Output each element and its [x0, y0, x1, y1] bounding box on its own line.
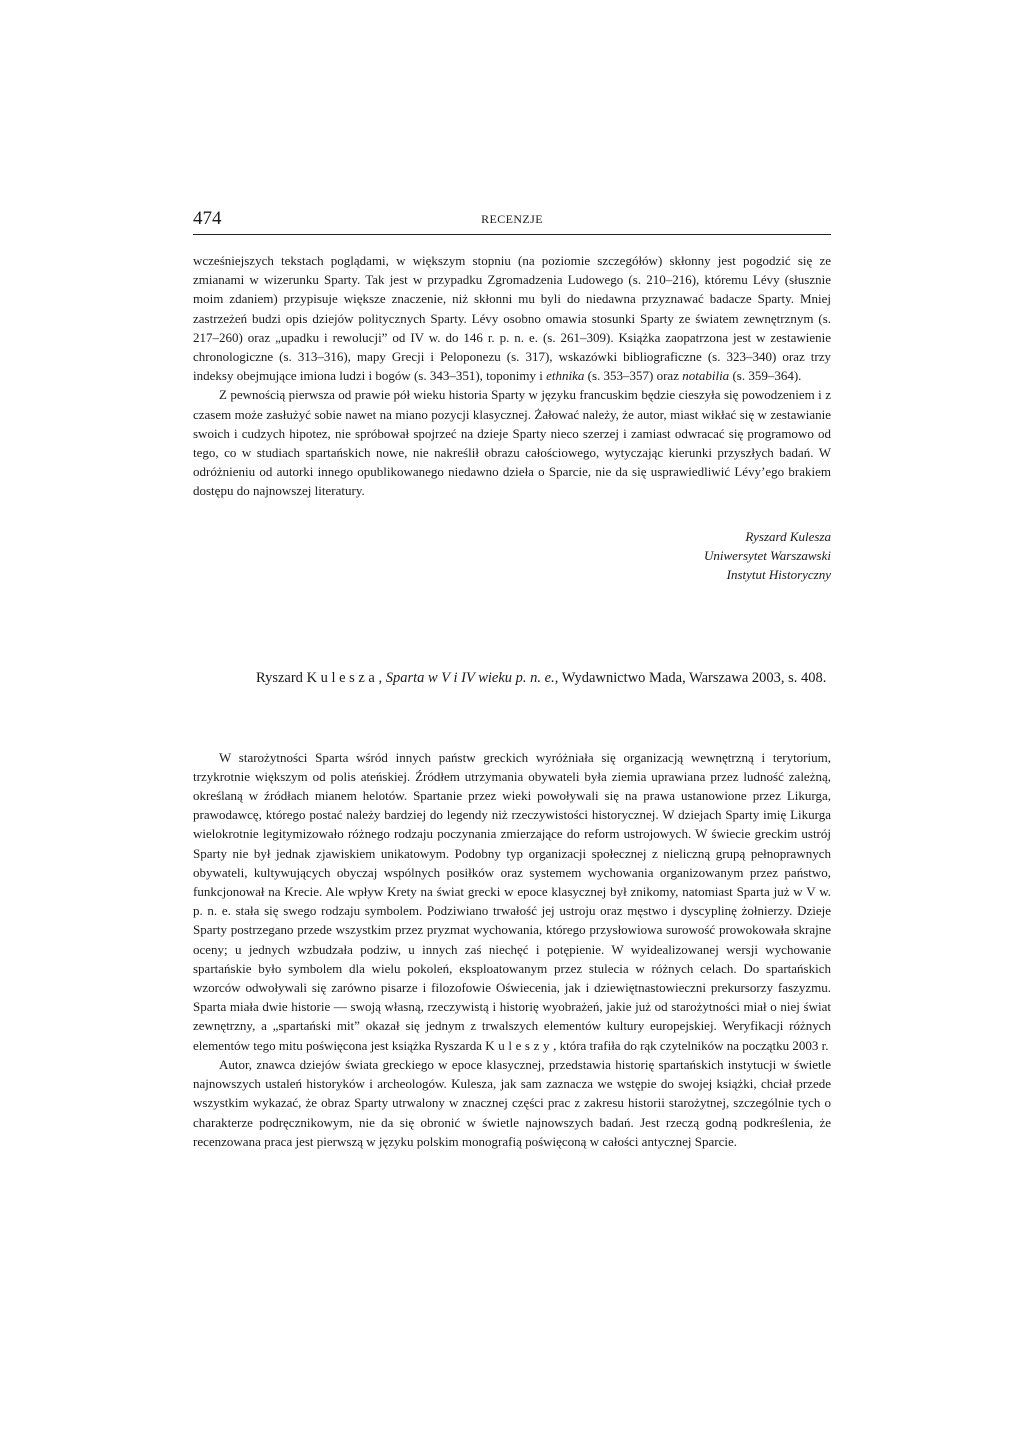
review-paragraph-1 — [193, 748, 831, 1055]
book-title: Sparta w V i IV wieku p. n. e. — [385, 669, 555, 686]
text-run: W starożytności Sparta wśród innych państw greckich wyróżniała się organizacją wewnętrzną i terytorium, trzykrotnie większym od polis ateńskiej. Źródłem utrzymania obywateli była ziemia uprawiana przez ludność zależną, określaną w źródłach mianem helotów. Spartanie przez wieki powoływali się na prawa ustanowione przez Likurga, prawodawcę, którego postać należy bardziej do legendy niż rzeczywistości historycznej. W dziejach Sparty imię Likurga wielokrotnie legitymizowało różnego rodzaju poczynania zmierzające do reform ustrojowych. W świecie greckim ustrój Sparty nie był jednak zjawiskiem unikatowym. Podobny typ organizacji społecznej z nieliczną grupą pełnoprawnych obywateli, kultywujących obyczaj wspólnych posiłków oraz systemem wychowania organizowanym przez państwo, funkcjonował na Krecie. Ale wpływ Krety na świat grecki w epoce klasycznej był znikomy, natomiast Sparta już w V w. p. n. e. stała się swego rodzaju symbolem. Podziwiano trwałość jej ustroju oraz męstwo i dyscyplinę żołnierzy. Dzieje Sparty postrzegano przede wszystkim przez pryzmat wychowania, którego przysłowiowa surowość prowokowała skrajne oceny; u jednych wzbudzała podziw, u innych zaś niechęć i potępienie. W wyidealizowanej wersji wychowanie spartańskie było symbolem dla wielu pokoleń, eksploatowanym przez stulecia w różnych celach. Do spartańskich wzorców odwoływali się zarówno pisarze i filozofowie Oświecenia, jak i dziewiętnastowieczni prekursorzy faszyzmu. Sparta miała dwie historie — swoją własną, rzeczywistą i historię wyobrażeń, jakie już od starożytności miał o niej świat zewnętrzny, a „spartański mit” okazał się jednym z trwalszych elementów kultury europejskiej. Weryfikacji różnych elementów tego mitu poświęcona jest książka Ryszarda — [193, 749, 831, 1053]
text-run: wcześniejszych tekstach poglądami, w większym stopniu (na poziomie szczegółów) skłonny jest pogodzić się ze zmianami w wizerunku Sparty. Tak jest w przypadku Zgromadzenia Ludowego (s. 210–216), któremu Lévy (słusznie moim zdaniem) przypisuje większe znaczenie, niż skłonni mu byli do niedawna przyznawać badacze Sparty. Mniej zastrzeżeń budzi opis dziejów politycznych Sparty. Lévy osobno omawia stosunki Sparty ze światem zewnętrznym (s. 217–260) oraz „upadku i rewolucji” od IV w. do 146 r. p. n. e. (s. 261–309). Książka zaopatrzona jest w zestawienie chronologiczne (s. 313–316), mapy Grecji i Peloponezu (s. 317), wskazówki bibliograficzne (s. 323–340) oraz trzy indeksy obejmujące imiona ludzi i bogów (s. 343–351), toponimy i — [193, 253, 831, 384]
book-author-last: Kulesza — [306, 669, 379, 686]
text-run: , która trafiła do rąk czytelników na początku 2003 r. — [553, 1037, 829, 1053]
book-author-first: Ryszard — [256, 669, 307, 686]
page — [193, 208, 831, 1151]
author-name-spaced: Kuleszy — [485, 1037, 554, 1053]
prev-review-paragraph-1 — [193, 251, 831, 385]
page-number: 474 — [193, 208, 222, 229]
separator: , — [378, 669, 386, 686]
text-run: (s. 353–357) oraz — [584, 368, 683, 384]
reviewer-institute: Instytut Historyczny — [726, 566, 831, 582]
reviewer-university: Uniwersytet Warszawski — [704, 547, 831, 563]
italic-term: ethnika — [546, 368, 585, 384]
text-run: (s. 359–364). — [729, 368, 802, 384]
review-bibliographic-header — [193, 668, 831, 688]
reviewer-signature — [193, 527, 831, 584]
prev-review-paragraph-2: Z pewnością pierwsza od prawie pół wieku historia Sparty w języku francuskim będzie cieszyła się powodzeniem i z czasem może zasłużyć sobie nawet na miano pozycji klasycznej. Żałować należy, że autor, miast wikłać się w zestawianie swoich i cudzych hipotez, nie spróbował spojrzeć na dzieje Sparty nieco szerzej i zamiast odwracać się programowo od tego, co w studiach spartańskich nowe, nie nakreślił obrazu całościowego, wytyczając kierunki przyszłych badań. W odróżnieniu od autorki innego opublikowanego niedawno dzieła o Sparcie, nie da się usprawiedliwić Lévy’ego brakiem dostępu do najnowszej literatury. — [193, 387, 831, 499]
italic-term: notabilia — [682, 368, 730, 384]
reviewer-name: Ryszard Kulesza — [745, 528, 831, 544]
page-header — [193, 208, 831, 235]
running-head: RECENZJE — [481, 212, 543, 226]
review-paragraph-2: Autor, znawca dziejów świata greckiego w epoce klasycznej, przedstawia historię spartańskich instytucji w świetle najnowszych ustaleń historyków i archeologów. Kulesza, jak sam zaznacza we wstępie do swojej książki, chciał przede wszystkim wykazać, że obraz Sparty utrwalony w znacznej części prac z zakresu historii starożytnej, szczególnie tych o charakterze podręcznikowym, nie da się obronić w świetle najnowszych badań. Jest rzeczą godną podkreślenia, że recenzowana praca jest pierwszą w języku polskim monografią poświęconą w całości antycznej Sparcie. — [193, 1056, 831, 1149]
book-details: , Wydawnictwo Mada, Warszawa 2003, s. 408. — [554, 669, 827, 686]
